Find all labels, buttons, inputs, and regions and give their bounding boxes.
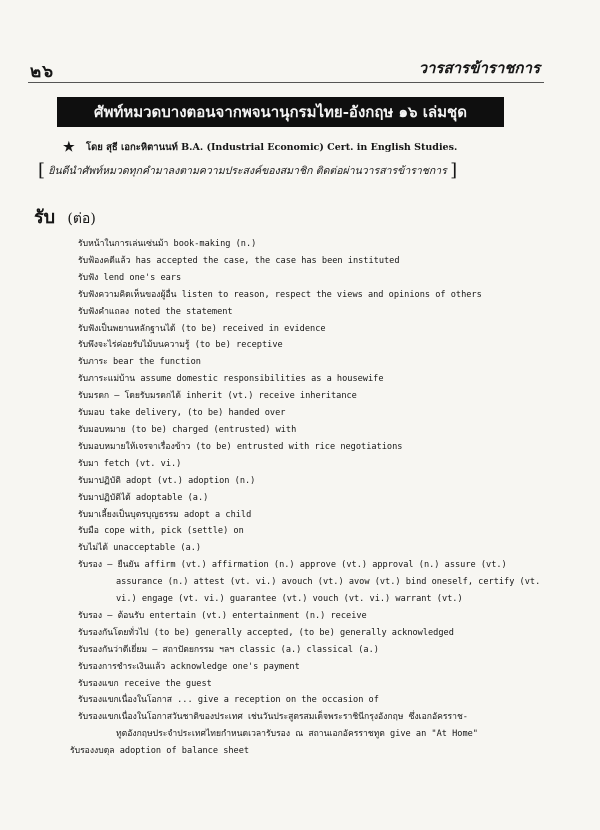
- entry: รับหน้าในการเล่นเซ่นม้า book-making (n.): [78, 239, 257, 249]
- entry: รับรอง — ยืนยัน affirm (vt.) affirmation (n.) approve (vt.) approval (n.) assure (vt.): [78, 560, 507, 571]
- entry: รับมาเลี้ยงเป็นบุตรบุญธรรม adopt a child: [78, 509, 252, 520]
- page-number: ๒๖: [30, 62, 54, 82]
- header-rule: [28, 82, 544, 83]
- entry: รับฟังความคิดเห็นของผู้อื่น listen to reason, respect the views and opinions of others: [78, 289, 482, 300]
- open-bracket: [: [38, 160, 46, 181]
- entry: รับภาระแม่บ้าน assume domestic responsibilities as a housewife: [78, 374, 384, 385]
- entry: รับฟังคำแถลง noted the statement: [78, 306, 233, 317]
- entry: รับมอบ take delivery, (to be) handed over: [78, 408, 286, 419]
- entry: รับรองการชำระเงินแล้ว acknowledge one's payment: [78, 661, 300, 672]
- entry-continuation: ทูตอังกฤษประจำประเทศไทยกำหนดเวลารับรอง ณ สถานเอกอัครราชทูต give an "At Home": [116, 729, 478, 740]
- entry: รับรองแขกเนื่องในโอกาส ... give a reception on the occasion of: [78, 695, 379, 706]
- invitation-note: [38, 160, 524, 181]
- invitation-text: ยินดีนำศัพท์หมวดทุกคำมาลงตามความประสงค์ของสมาชิก ติดต่อผ่านวารสารข้าราชการ: [48, 165, 447, 177]
- entry: รับฟังเป็นพยานหลักฐานได้ (to be) received in evidence: [78, 323, 326, 334]
- entry: รับรองแขก receive the guest: [78, 678, 212, 689]
- section-headword: รับ: [34, 207, 56, 228]
- entry: รับมอบหมาย (to be) charged (entrusted) with: [78, 424, 297, 435]
- entry: รับรองแขกเนื่องในโอกาสวันชาติของประเทศ เช่นวันประสูตรสมเด็จพระราชินีกรุงอังกฤษ ซึ่งเอกอัครราช-: [78, 712, 468, 723]
- star-icon: ★: [63, 140, 75, 155]
- close-bracket: ]: [450, 160, 458, 181]
- byline: [63, 140, 457, 155]
- entry: รับรองงบดุล adoption of balance sheet: [70, 746, 250, 757]
- entry: รับมอบหมายให้เจรจาเรื่องข้าว (to be) entrusted with rice negotiations: [78, 441, 403, 452]
- entry: รับรอง — ต้อนรับ entertain (vt.) entertainment (n.) receive: [78, 610, 367, 621]
- article-title-banner: ศัพท์หมวดบางตอนจากพจนานุกรมไทย-อังกฤษ ๑๖ เล่มชุด: [57, 97, 504, 127]
- entry-continuation: vi.) engage (vt. vi.) guarantee (vt.) vouch (vt. vi.) warrant (vt.): [116, 594, 463, 605]
- entry: รับภาระ bear the function: [78, 357, 201, 368]
- entry: รับไม่ได้ unacceptable (a.): [78, 543, 202, 554]
- journal-name: วารสารข้าราชการ: [418, 59, 540, 77]
- entry: รับรองกันว่าดีเยี่ยม — สถาปัตยกรรม ฯลฯ classic (a.) classical (a.): [78, 644, 379, 655]
- entry-continuation: assurance (n.) attest (vt. vi.) avouch (vt.) avow (vt.) bind oneself, certify (vt.: [116, 577, 541, 588]
- entry: รับมาปฏิบัติ adopt (vt.) adoption (n.): [78, 475, 256, 486]
- entry: รับพึงจะไร่ค่อยรับไม้บนความรู้ (to be) receptive: [78, 340, 283, 351]
- section-continued-label: (ต่อ): [67, 211, 96, 227]
- entry: รับมรดก — โดยรับมรดกได้ inherit (vt.) receive inheritance: [78, 391, 357, 402]
- entry: รับฟัง lend one's ears: [78, 272, 182, 283]
- dictionary-entries: [70, 236, 541, 760]
- section-heading: [34, 202, 96, 231]
- entry: รับมา fetch (vt. vi.): [78, 458, 182, 469]
- byline-text: โดย สุธี เอกะหิตานนท์ B.A. (Industrial Economic) Cert. in English Studies.: [85, 142, 458, 153]
- entry: รับมาปฏิบัติได้ adoptable (a.): [78, 492, 209, 503]
- entry: รับมือ cope with, pick (settle) on: [78, 526, 244, 537]
- entry: รับรองกันโดยทั่วไป (to be) generally accepted, (to be) generally acknowledged: [78, 627, 454, 638]
- entry: รับฟ้องคดีแล้ว has accepted the case, the case has been instituted: [78, 255, 400, 266]
